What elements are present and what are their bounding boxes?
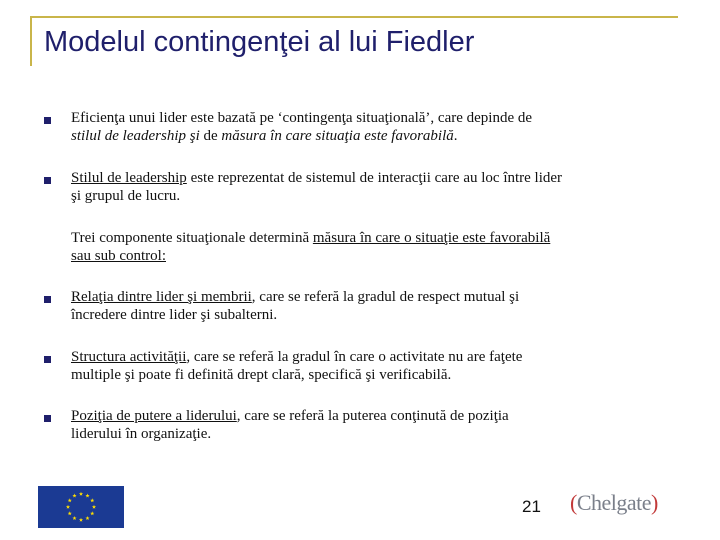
bullet-square-icon — [44, 177, 51, 184]
paragraph-text: multiple şi poate fi definită drept clară, specifică şi verificabilă. — [71, 367, 452, 383]
eu-star-icon — [92, 505, 96, 509]
logo-text: Chelgate — [576, 490, 652, 515]
eu-star-icon — [85, 494, 89, 498]
paragraph-text: este reprezentat de sistemul de interacţii care au loc între lider — [186, 170, 563, 186]
paragraph-text: , care se referă la gradul în care o activitate nu are faţete — [186, 349, 523, 365]
eu-star-icon — [90, 498, 94, 502]
plain-text: . — [453, 128, 458, 144]
underlined-term: măsura în care o situaţie este favorabilă — [312, 230, 551, 246]
paragraph-text: , care se referă la puterea conţinută de poziţia — [236, 408, 509, 424]
component-task-structure — [71, 348, 671, 384]
page-number: 21 — [522, 497, 541, 516]
underlined-term: sau sub control: — [71, 248, 166, 264]
frame-left-line — [30, 16, 32, 66]
component-leader-position-power — [71, 407, 671, 443]
bullet-square-icon — [44, 356, 51, 363]
underlined-term: Stilul de leadership — [71, 170, 187, 186]
eu-star-icon — [85, 516, 89, 520]
eu-star-icon — [72, 494, 76, 498]
eu-star-icon — [72, 516, 76, 520]
italic-text: măsura în care situaţia este favorabilă — [221, 128, 454, 144]
eu-stars-icon — [38, 486, 124, 528]
eu-star-icon — [79, 492, 83, 496]
underlined-term: Structura activităţii — [71, 349, 187, 365]
paragraph-efficiency — [71, 109, 671, 145]
eu-star-icon — [79, 518, 83, 522]
intro-text: Trei componente situaţionale determină — [71, 230, 313, 246]
eu-star-icon — [90, 511, 94, 515]
component-leader-member-relation — [71, 288, 671, 324]
eu-flag-icon — [38, 486, 124, 528]
italic-text: stilul de leadership şi — [71, 128, 200, 144]
logo-paren-right: ) — [651, 490, 658, 515]
paragraph-leadership-style — [71, 169, 671, 205]
paragraph-text: şi grupul de lucru. — [71, 188, 181, 204]
underlined-term: Relaţia dintre lider şi membrii — [71, 289, 252, 305]
underlined-term: Poziţia de putere a liderului — [71, 408, 237, 424]
frame-top-line — [30, 16, 678, 18]
eu-star-icon — [66, 505, 70, 509]
paragraph-text: încredere dintre lider şi subalterni. — [71, 307, 278, 323]
chelgate-logo — [570, 490, 680, 518]
slide-title: Modelul contingenţei al lui Fiedler — [44, 26, 475, 58]
logo-paren-left: ( — [570, 490, 577, 515]
eu-star-icon — [68, 498, 72, 502]
bullet-square-icon — [44, 296, 51, 303]
bullet-square-icon — [44, 117, 51, 124]
intro-components — [71, 229, 671, 265]
paragraph-text: , care se referă la gradul de respect mutual şi — [251, 289, 520, 305]
plain-text: de — [199, 128, 222, 144]
bullet-square-icon — [44, 415, 51, 422]
eu-star-icon — [68, 511, 72, 515]
paragraph-text: liderului în organizaţie. — [71, 426, 212, 442]
paragraph-text: Eficienţa unui lider este bazată pe ‘contingenţa situaţională’, care depinde de — [71, 110, 533, 126]
